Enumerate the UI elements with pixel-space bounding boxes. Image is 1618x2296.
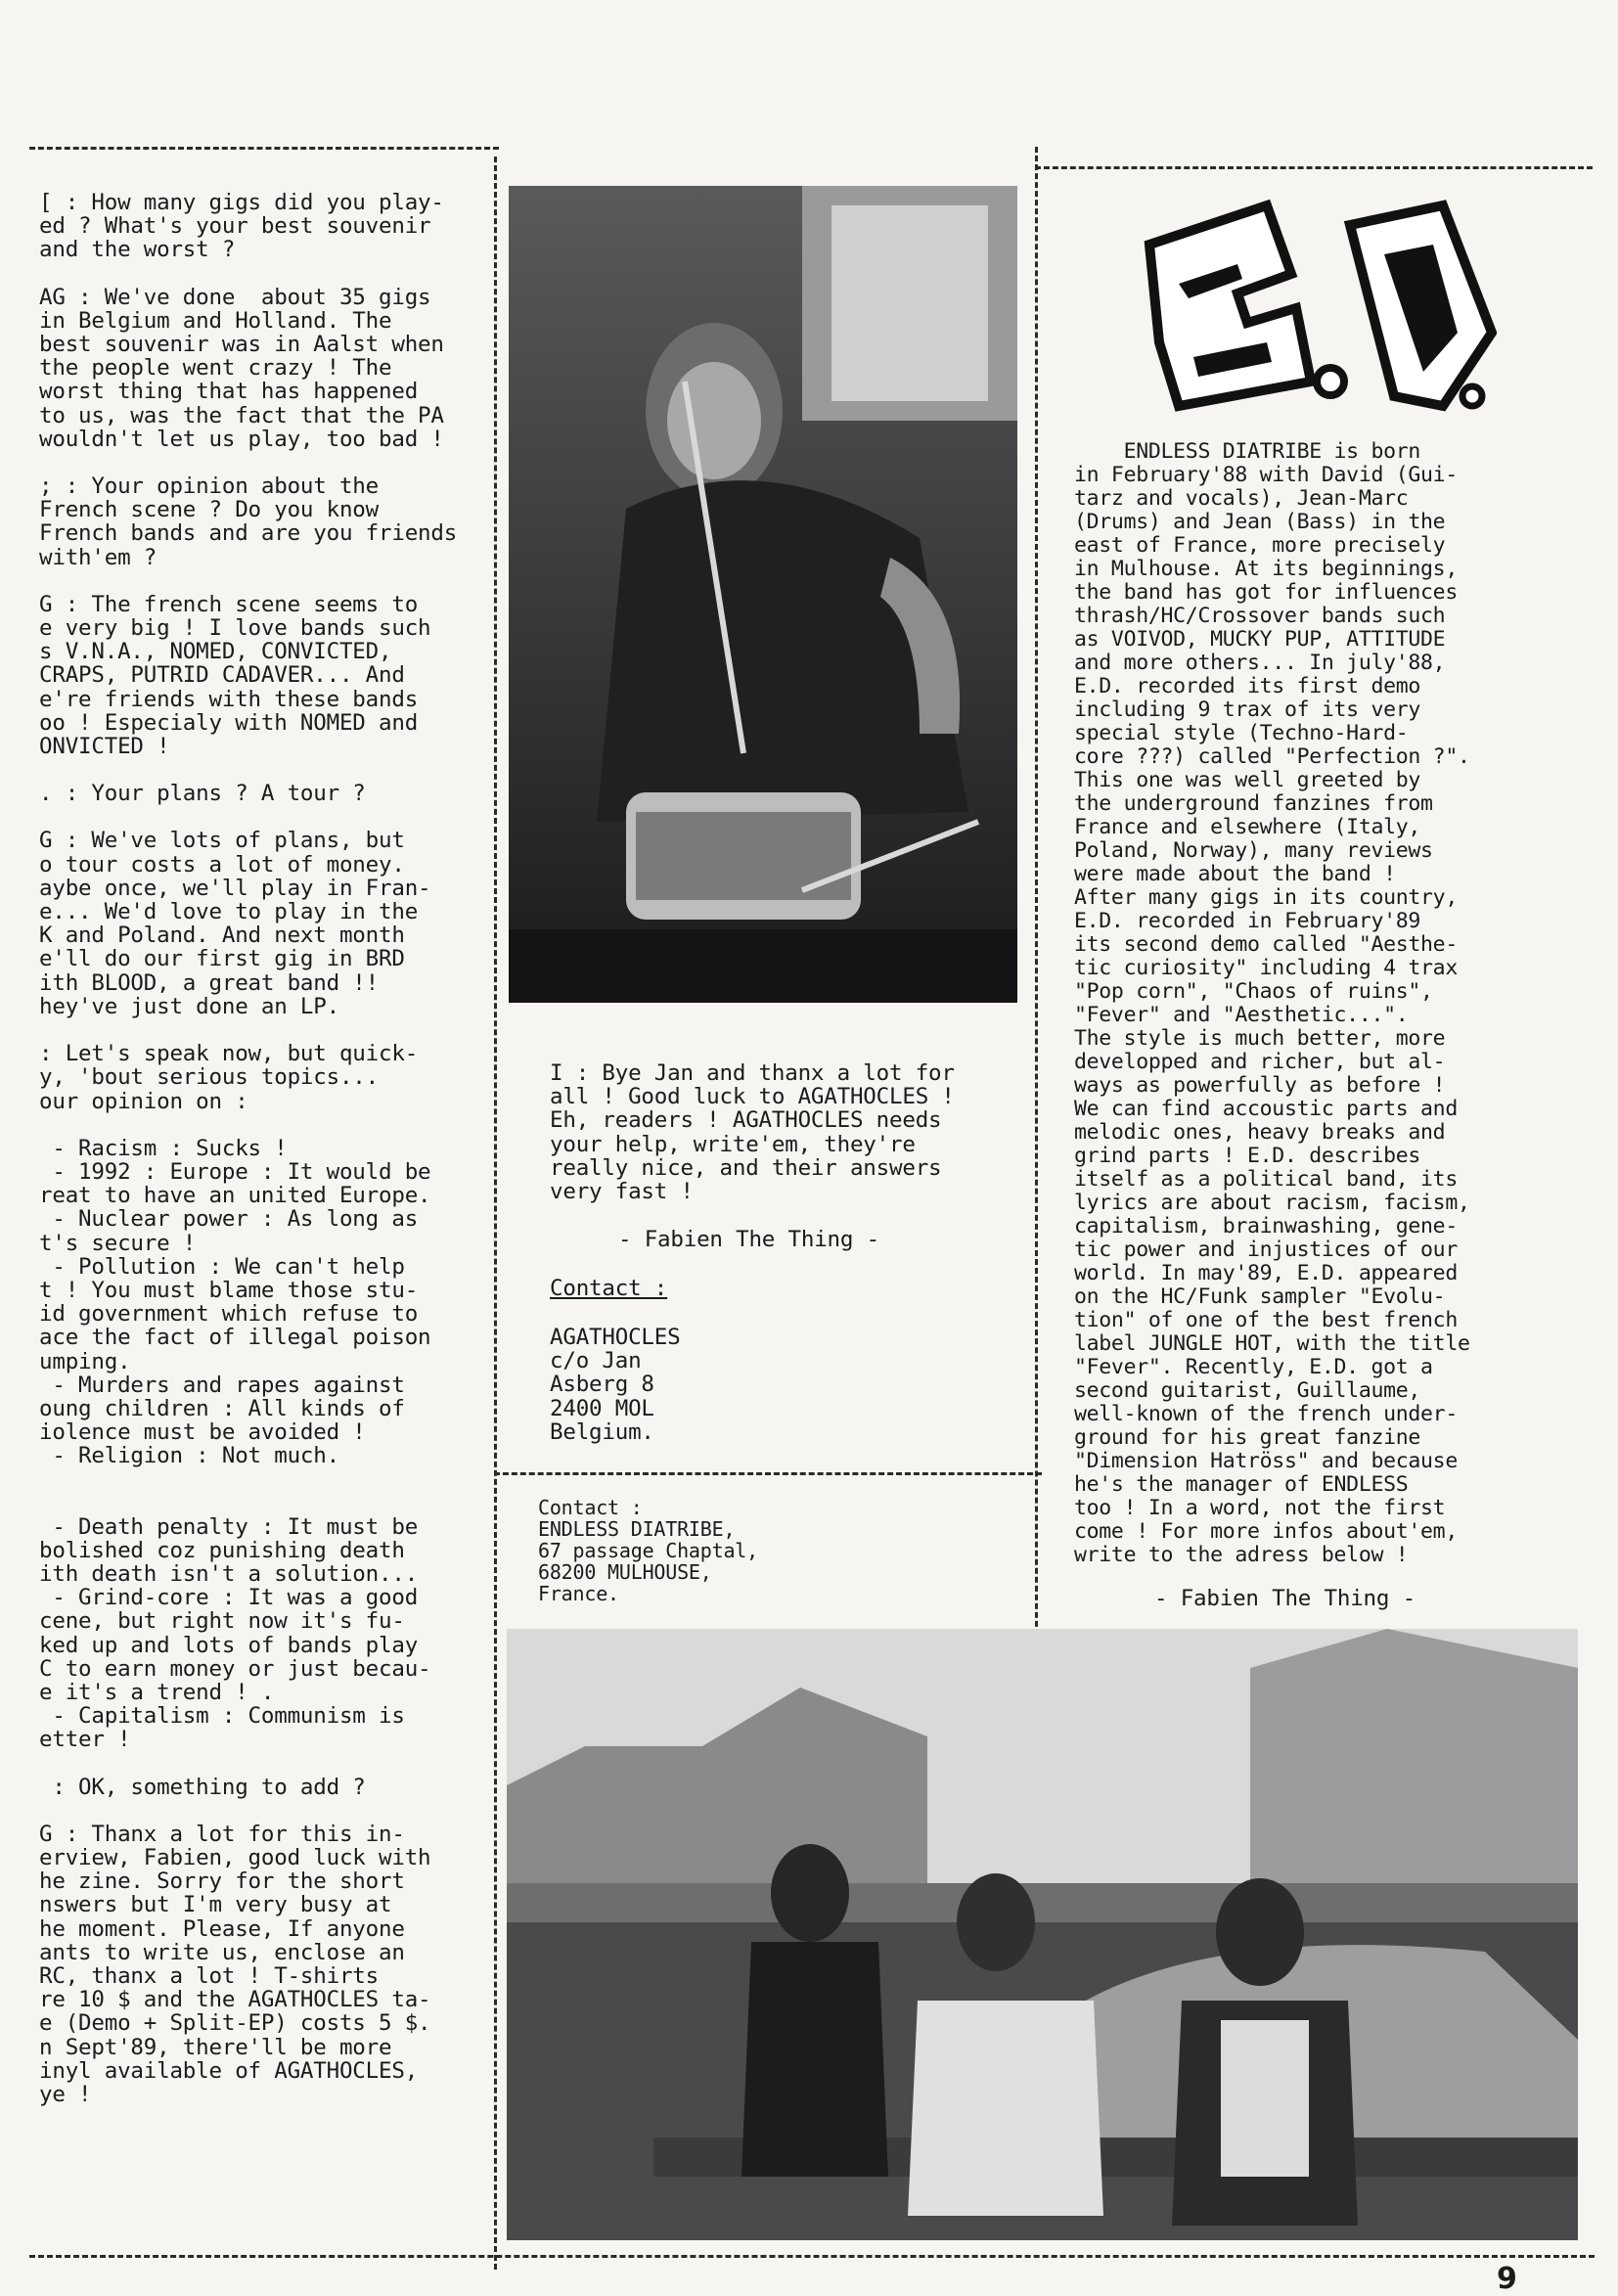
interview-line: bolished coz punishing death bbox=[39, 1537, 405, 1563]
article-line: "Fever". Recently, E.D. got a bbox=[1074, 1355, 1433, 1379]
interview-line bbox=[39, 1113, 457, 1137]
interview-line: id government which refuse to bbox=[39, 1301, 419, 1328]
interview-line: RC, thanx a lot ! T-shirts bbox=[39, 1963, 379, 1989]
interview-line: - Grind-core : It was a good bbox=[39, 1585, 419, 1611]
interview-line: ace the fact of illegal poison bbox=[39, 1325, 431, 1351]
article-line: special style (Techno-Hard- bbox=[1074, 721, 1409, 745]
interview-line: re 10 $ and the AGATHOCLES ta- bbox=[39, 1987, 431, 2013]
interview-line: e (Demo + Split-EP) costs 5 $. bbox=[39, 2010, 431, 2037]
interview-line: o tour costs a lot of money. bbox=[39, 851, 405, 878]
farewell-line: really nice, and their answers bbox=[550, 1154, 942, 1181]
interview-line: e'll do our first gig in BRD bbox=[39, 946, 405, 972]
interview-line: etter ! bbox=[39, 1727, 131, 1753]
mid-rule bbox=[494, 1472, 1042, 1475]
article-line: lyrics are about racism, facism, bbox=[1074, 1191, 1470, 1215]
article-line: in February'88 with David (Gui- bbox=[1074, 463, 1458, 487]
article-line: grind parts ! E.D. describes bbox=[1074, 1144, 1421, 1168]
interview-line bbox=[39, 758, 457, 782]
interview-line: reat to have an united Europe. bbox=[39, 1183, 431, 1209]
interview-line: he zine. Sorry for the short bbox=[39, 1868, 405, 1895]
interview-line: ants to write us, enclose an bbox=[39, 1939, 405, 1965]
interview-line bbox=[39, 262, 457, 286]
article-line: in Mulhouse. At its beginnings, bbox=[1074, 557, 1458, 581]
interview-line: and the worst ? bbox=[39, 237, 236, 263]
article-line: as VOIVOD, MUCKY PUP, ATTITUDE bbox=[1074, 627, 1446, 652]
ed-logo bbox=[1120, 186, 1497, 416]
article-line: write to the adress below ! bbox=[1074, 1543, 1409, 1567]
article-line: well-known of the french under- bbox=[1074, 1402, 1458, 1426]
interview-line: erview, Fabien, good luck with bbox=[39, 1844, 431, 1870]
interview-line: iolence must be avoided ! bbox=[39, 1419, 366, 1446]
interview-line: e... We'd love to play in the bbox=[39, 899, 419, 925]
interview-line: aybe once, we'll play in Fran- bbox=[39, 875, 431, 901]
interview-line: e it's a trend ! . bbox=[39, 1679, 275, 1705]
interview-line bbox=[39, 1799, 457, 1823]
interview-line: - 1992 : Europe : It would be bbox=[39, 1158, 431, 1185]
article-line: tic power and injustices of our bbox=[1074, 1238, 1458, 1262]
interview-line: our opinion on : bbox=[39, 1088, 248, 1114]
column-rule-1 bbox=[494, 157, 497, 2270]
farewell-line: I : Bye Jan and thanx a lot for bbox=[550, 1060, 955, 1086]
article-line: tic curiosity" including 4 trax bbox=[1074, 956, 1458, 980]
column-rule-2 bbox=[1035, 147, 1038, 1653]
interview-line: n Sept'89, there'll be more bbox=[39, 2034, 392, 2060]
interview-line: best souvenir was in Aalst when bbox=[39, 332, 444, 358]
article-line: its second demo called "Aesthe- bbox=[1074, 932, 1458, 957]
interview-line: G : Thanx a lot for this in- bbox=[39, 1821, 405, 1847]
article-line: tarz and vocals), Jean-Marc bbox=[1074, 486, 1409, 511]
article-line: thrash/HC/Crossover bands such bbox=[1074, 604, 1446, 628]
article-line: tion" of one of the best french bbox=[1074, 1308, 1458, 1332]
article-line: Poland, Norway), many reviews bbox=[1074, 838, 1433, 863]
article-line: on the HC/Funk sampler "Evolu- bbox=[1074, 1284, 1446, 1309]
interview-line: [ : How many gigs did you play- bbox=[39, 190, 444, 215]
interview-line: he moment. Please, If anyone bbox=[39, 1915, 405, 1942]
article-line: We can find accoustic parts and bbox=[1074, 1097, 1458, 1121]
ed-contact-line: ENDLESS DIATRIBE, bbox=[538, 1517, 736, 1541]
ed-contact bbox=[538, 1497, 758, 1604]
article-line: ENDLESS DIATRIBE is born bbox=[1074, 439, 1421, 464]
interview-line: K and Poland. And next month bbox=[39, 923, 405, 949]
interview-line: worst thing that has happened bbox=[39, 379, 419, 405]
farewell-line: your help, write'em, they're bbox=[550, 1131, 916, 1157]
contact-label: Contact : bbox=[550, 1276, 668, 1301]
interview-line: G : We've lots of plans, but bbox=[39, 828, 405, 854]
interview-line: . : Your plans ? A tour ? bbox=[39, 781, 366, 807]
interview-line: G : The french scene seems to bbox=[39, 591, 419, 617]
interview-line: y, 'bout serious topics... bbox=[39, 1064, 379, 1091]
interview-line: - Racism : Sucks ! bbox=[39, 1135, 288, 1161]
interview-line: French scene ? Do you know bbox=[39, 497, 379, 523]
farewell-line: all ! Good luck to AGATHOCLES ! bbox=[550, 1084, 955, 1110]
interview-line: - Murders and rapes against bbox=[39, 1372, 405, 1398]
interview-line: ked up and lots of bands play bbox=[39, 1632, 419, 1658]
interview-line: nswers but I'm very busy at bbox=[39, 1892, 392, 1918]
interview-line: e're friends with these bands bbox=[39, 686, 419, 712]
article-line: melodic ones, heavy breaks and bbox=[1074, 1120, 1446, 1145]
article-line: come ! For more infos about'em, bbox=[1074, 1519, 1458, 1544]
interview-line: to us, was the fact that the PA bbox=[39, 402, 444, 428]
interview-line: French bands and are you friends bbox=[39, 520, 458, 547]
interview-column bbox=[39, 191, 457, 2106]
interview-line: hey've just done an LP. bbox=[39, 993, 339, 1019]
bottom-rule bbox=[29, 2255, 1595, 2258]
interview-line: AG : We've done about 35 gigs bbox=[39, 284, 431, 310]
interview-line: oung children : All kinds of bbox=[39, 1395, 405, 1421]
article-line: itself as a political band, its bbox=[1074, 1167, 1458, 1192]
article-line: and more others... In july'88, bbox=[1074, 651, 1446, 675]
interview-line bbox=[39, 805, 457, 829]
ed-contact-line: 67 passage Chaptal, bbox=[538, 1539, 758, 1562]
interview-line: ye ! bbox=[39, 2082, 92, 2108]
article-line: label JUNGLE HOT, with the title bbox=[1074, 1331, 1470, 1356]
article-line: This one was well greeted by bbox=[1074, 768, 1421, 792]
article-line: too ! In a word, not the first bbox=[1074, 1496, 1446, 1520]
article-line: the underground fanzines from bbox=[1074, 791, 1433, 816]
ed-contact-line: 68200 MULHOUSE, bbox=[538, 1560, 712, 1584]
interview-line: ; : Your opinion about the bbox=[39, 473, 379, 500]
interview-line: umping. bbox=[39, 1348, 131, 1374]
interview-line: : OK, something to add ? bbox=[39, 1774, 366, 1800]
article-line: world. In may'89, E.D. appeared bbox=[1074, 1261, 1458, 1285]
agathocles-address bbox=[550, 1326, 680, 1444]
article-line: east of France, more precisely bbox=[1074, 533, 1446, 558]
interview-line: CRAPS, PUTRID CADAVER... And bbox=[39, 662, 405, 689]
interview-line: in Belgium and Holland. The bbox=[39, 307, 392, 334]
interview-line bbox=[39, 569, 457, 593]
interview-line bbox=[39, 1492, 457, 1515]
interview-line: ONVICTED ! bbox=[39, 734, 170, 760]
article-line: second guitarist, Guillaume, bbox=[1074, 1378, 1421, 1403]
interview-line: - Capitalism : Communism is bbox=[39, 1703, 405, 1730]
article-line: were made about the band ! bbox=[1074, 862, 1396, 886]
interview-line bbox=[39, 451, 457, 474]
interview-line: - Religion : Not much. bbox=[39, 1443, 339, 1469]
address-line: 2400 MOL bbox=[550, 1395, 654, 1421]
interview-line: wouldn't let us play, too bad ! bbox=[39, 426, 444, 452]
ed-logo-graphic bbox=[1120, 186, 1497, 416]
article-line: (Drums) and Jean (Bass) in the bbox=[1074, 510, 1446, 534]
interview-line: - Pollution : We can't help bbox=[39, 1253, 405, 1280]
interview-line: C to earn money or just becau- bbox=[39, 1655, 431, 1682]
article-line: E.D. recorded in February'89 bbox=[1074, 909, 1421, 933]
article-line: After many gigs in its country, bbox=[1074, 885, 1458, 910]
interview-line: : Let's speak now, but quick- bbox=[39, 1041, 419, 1067]
article-line: he's the manager of ENDLESS bbox=[1074, 1472, 1409, 1497]
drummer-photo bbox=[509, 186, 1017, 1003]
article-line: "Pop corn", "Chaos of ruins", bbox=[1074, 979, 1433, 1004]
article-line: ways as powerfully as before ! bbox=[1074, 1073, 1446, 1098]
page-number: 9 bbox=[1497, 2262, 1517, 2296]
interview-line: inyl available of AGATHOCLES, bbox=[39, 2057, 419, 2084]
interview-line bbox=[39, 1468, 457, 1492]
article-line: E.D. recorded its first demo bbox=[1074, 674, 1421, 698]
band-photo bbox=[507, 1629, 1578, 2240]
interview-line: ed ? What's your best souvenir bbox=[39, 213, 431, 240]
ed-contact-line: France. bbox=[538, 1582, 619, 1605]
interview-line: oo ! Especialy with NOMED and bbox=[39, 709, 419, 736]
article-line: core ???) called "Perfection ?". bbox=[1074, 744, 1470, 769]
interview-line: with'em ? bbox=[39, 544, 157, 570]
address-line: Belgium. bbox=[550, 1418, 654, 1445]
address-line: c/o Jan bbox=[550, 1348, 642, 1374]
article-line: ground for his great fanzine bbox=[1074, 1425, 1421, 1450]
article-line: "Dimension Hatröss" and because bbox=[1074, 1449, 1458, 1473]
interview-line: s V.N.A., NOMED, CONVICTED, bbox=[39, 639, 392, 665]
article-line: developped and richer, but al- bbox=[1074, 1050, 1446, 1074]
interview-line: ith BLOOD, a great band !! bbox=[39, 969, 379, 996]
top-rule-right bbox=[1035, 166, 1593, 169]
interview-line: the people went crazy ! The bbox=[39, 355, 392, 382]
signature-col3: - Fabien The Thing - bbox=[1154, 1586, 1416, 1611]
interview-line: t ! You must blame those stu- bbox=[39, 1277, 419, 1303]
article-line: the band has got for influences bbox=[1074, 580, 1458, 605]
article-line: including 9 trax of its very bbox=[1074, 698, 1421, 722]
interview-line: cene, but right now it's fu- bbox=[39, 1608, 405, 1635]
drummer-illustration bbox=[509, 186, 1017, 1003]
article-line: France and elsewhere (Italy, bbox=[1074, 815, 1421, 839]
interview-line bbox=[39, 1752, 457, 1776]
interview-line: - Nuclear power : As long as bbox=[39, 1206, 419, 1233]
farewell-text bbox=[550, 1061, 955, 1203]
interview-line: t's secure ! bbox=[39, 1230, 197, 1256]
address-line: AGATHOCLES bbox=[550, 1325, 681, 1350]
interview-line: ith death isn't a solution... bbox=[39, 1560, 419, 1587]
farewell-line: very fast ! bbox=[550, 1179, 694, 1205]
ed-article bbox=[1074, 440, 1470, 1567]
interview-line bbox=[39, 1018, 457, 1042]
article-line: "Fever" and "Aesthetic...". bbox=[1074, 1003, 1409, 1027]
article-line: The style is much better, more bbox=[1074, 1026, 1446, 1051]
signature-col2: - Fabien The Thing - bbox=[618, 1227, 879, 1252]
interview-line: e very big ! I love bands such bbox=[39, 615, 431, 642]
interview-line: - Death penalty : It must be bbox=[39, 1513, 419, 1540]
farewell-line: Eh, readers ! AGATHOCLES needs bbox=[550, 1107, 942, 1134]
address-line: Asberg 8 bbox=[550, 1372, 654, 1398]
article-line: capitalism, brainwashing, gene- bbox=[1074, 1214, 1458, 1238]
top-rule-left bbox=[29, 147, 499, 150]
ed-contact-line: Contact : bbox=[538, 1496, 643, 1519]
band-illustration bbox=[507, 1629, 1578, 2240]
